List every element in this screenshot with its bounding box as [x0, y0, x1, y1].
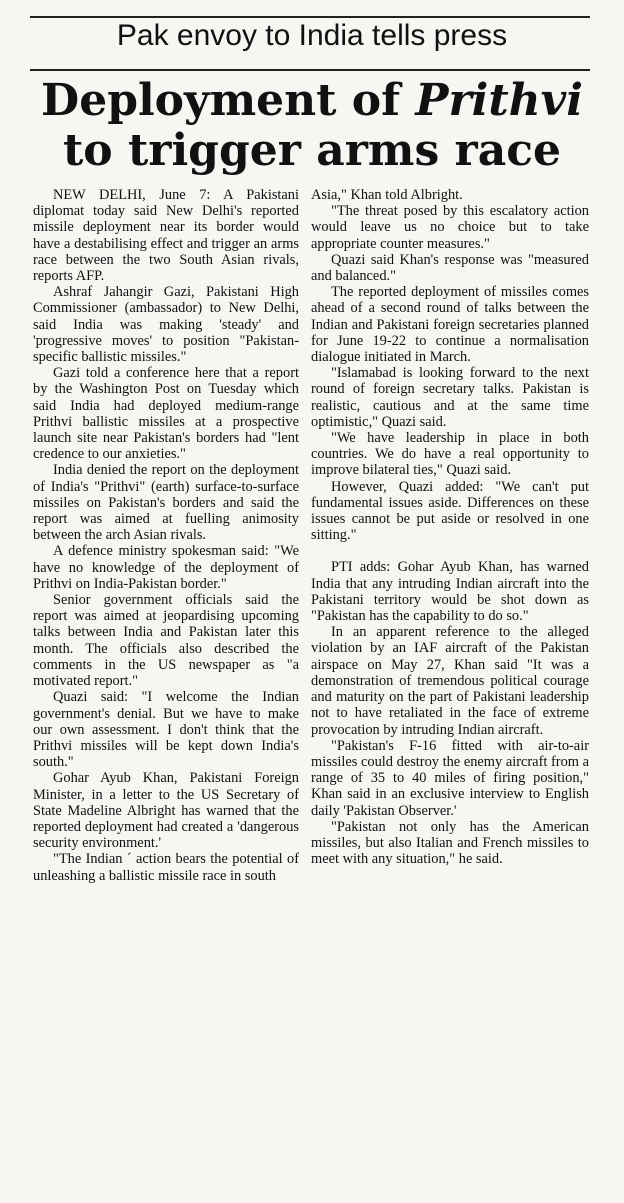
main-headline — [0, 76, 624, 176]
paragraph: NEW DELHI, June 7: A Pakistani diplomat today said New Delhi's reported missile deployment near its border would have a destabilising effect and trigger an arms race between the two South Asian rivals, reports AFP. — [33, 187, 299, 285]
paragraph: "We have leadership in place in both countries. We do have a real opportunity to improve bilateral ties," Quazi said. — [311, 430, 589, 479]
paragraph: "Islamabad is looking forward to the next round of foreign secretary talks. Pakistan is realistic, cautious and at the same time optimistic," Quazi said. — [311, 365, 589, 430]
headline-prefix: Deployment of — [41, 75, 416, 126]
headline-line-2: to trigger arms race — [62, 125, 562, 176]
article-column-right — [311, 187, 589, 867]
paragraph: Ashraf Jahangir Gazi, Pakistani High Commissioner (ambassador) to New Delhi, said India was making 'steady' and 'progressive moves' to position "Pakistan-specific ballistic missiles." — [33, 284, 299, 366]
paragraph: "Pakistan not only has the American missiles, but also Italian and French missiles to meet with any situation," he said. — [311, 818, 589, 868]
paragraph: Gohar Ayub Khan, Pakistani Foreign Minister, in a letter to the US Secretary of State Madeline Albright has warned that the reported deployment had created a 'dangerous security environment.' — [33, 770, 299, 852]
kicker-rule — [30, 69, 590, 71]
paragraph: However, Quazi added: "We can't put fundamental issues aside. Differences on these issues cannot be put aside or resolved in one sitting." — [311, 478, 589, 544]
paragraph: PTI adds: Gohar Ayub Khan, has warned India that any intruding Indian aircraft into the Pakistani territory would be shot down as "Pakistan has the capability to do so." — [311, 559, 589, 625]
headline-line-1 — [0, 76, 624, 126]
paragraph: Senior government officials said the report was aimed at jeopardising upcoming talks between India and Pakistan later this month. The officials also described the comments in the US newspaper as "a motivated report." — [33, 592, 299, 690]
paragraph: India denied the report on the deployment of India's "Prithvi" (earth) surface-to-surface missiles on Pakistan's borders and said the report was aimed at fuelling animosity between the arch Asian rivals. — [33, 462, 299, 544]
paragraph: "Pakistan's F-16 fitted with air-to-air missiles could destroy the enemy aircraft from a range of 35 to 40 miles of firing position," Khan said in an exclusive interview to English daily 'Pakistan Observer.' — [311, 737, 589, 819]
paragraph: "The threat posed by this escalatory action would leave us no choice but to take appropriate counter measures." — [311, 203, 589, 252]
paragraph: Quazi said: "I welcome the Indian government's denial. But we have to make our own assessment. I don't think that the Prithvi missiles will be kept down India's south." — [33, 689, 299, 771]
paragraph: Gazi told a conference here that a report by the Washington Post on Tuesday which said India had deployed medium-range Prithvi ballistic missiles at a prospective launch site near Pakistan's borders had "lent credence to our anxieties." — [33, 365, 299, 463]
paragraph: The reported deployment of missiles comes ahead of a second round of talks between the Indian and Pakistani foreign secretaries planned for June 19-22 to continue a normalisation dialogue initiated in March. — [311, 284, 589, 366]
paragraph: "The Indian ´ action bears the potential of unleashing a ballistic missile race in south — [33, 851, 299, 884]
paragraph: A defence ministry spokesman said: "We have no knowledge of the deployment of Prithvi on India-Pakistan border." — [33, 543, 299, 592]
paragraph: Asia," Khan told Albright. — [311, 187, 463, 203]
kicker-headline: Pak envoy to India tells press — [116, 19, 508, 52]
paragraph: In an apparent reference to the alleged violation by an IAF aircraft of the Pakistan airspace on May 27, Khan said "It was a demonstration of tremendous political courage and maturity on the part of Pakistani leadership not to have retaliated in the face of extreme provocation by intruding Indian aircraft. — [311, 624, 589, 738]
paragraph: Quazi said Khan's response was "measured and balanced." — [311, 251, 589, 285]
headline-italic-word: Prithvi — [415, 75, 583, 126]
article-column-left — [33, 187, 299, 884]
article-body — [33, 187, 611, 1197]
